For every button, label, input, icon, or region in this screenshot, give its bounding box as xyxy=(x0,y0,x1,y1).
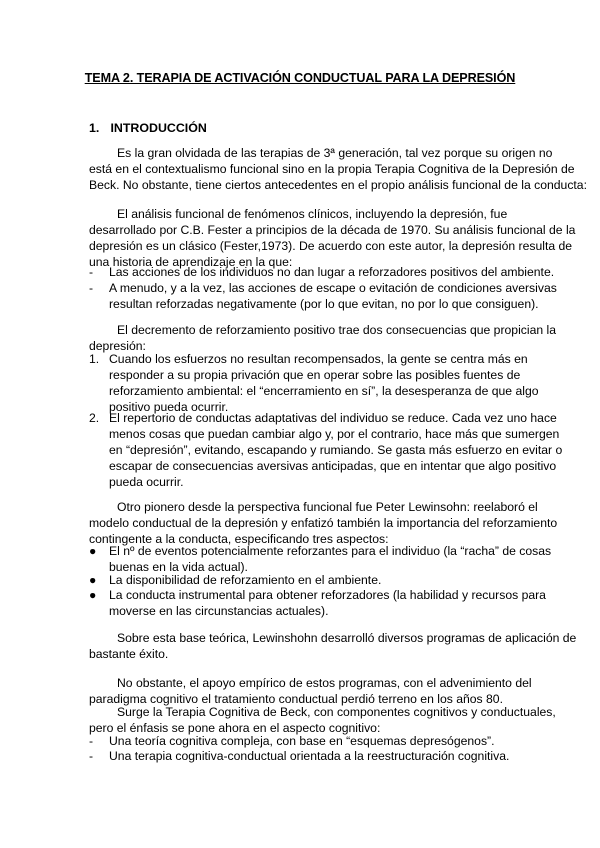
section-heading xyxy=(89,121,207,135)
page-title: TEMA 2. TERAPIA DE ACTIVACIÓN CONDUCTUAL PARA LA DEPRESIÓN xyxy=(84,71,516,85)
list-item: 1. Cuando los esfuerzos no resultan recompensados, la gente se centra más en responder a su propia privación que en operar sobre las posibles fuentes de reforzamiento ambiental: el “encerramiento en sí”, la desesperanza de que algo positivo pueda ocurrir. xyxy=(89,352,539,414)
paragraph-fester: El análisis funcional de fenómenos clínicos, incluyendo la depresión, fue desarrollado por C.B. Fester a principios de la década de 1970. Su análisis funcional de la depresión es un clásico (Fester,1973). De acuerdo con este autor, la depresión resulta de una historia de aprendizaje en la que: xyxy=(89,207,576,269)
paragraph-intro: Es la gran olvidada de las terapias de 3ª generación, tal vez porque su origen no está en el contextualismo funcional sino en la propia Terapia Cognitiva de la Depresión de Beck. No obstante, tiene ciertos antecedentes en el propio análisis funcional de la conducta: xyxy=(89,146,587,192)
list-item: ● La conducta instrumental para obtener reforzadores (la habilidad y recursos para moverse en las circunstancias actuales). xyxy=(89,588,546,618)
paragraph-apoyo-empirico: No obstante, el apoyo empírico de estos programas, con el advenimiento del paradigma cognitivo el tratamiento conductual perdió terreno en los años 80. xyxy=(89,676,532,706)
list-item: - Las acciones de los individuos no dan lugar a reforzadores positivos del ambiente. xyxy=(89,265,555,279)
paragraph-lewinsohn: Otro pionero desde la perspectiva funcional fue Peter Lewinsohn: reelaboró el modelo conductual de la depresión y enfatizó también la importancia del reforzamiento contingente a la conducta, especificando tres aspectos: xyxy=(89,500,558,546)
paragraph-decremento: El decremento de reforzamiento positivo trae dos consecuencias que propician la depresión: xyxy=(89,323,556,353)
list-item: ● El nº de eventos potencialmente reforzantes para el individuo (la “racha” de cosas buenas en la vida actual). xyxy=(89,544,552,574)
list-item: ● La disponibilidad de reforzamiento en el ambiente. xyxy=(89,573,382,587)
list-item: 2. El repertorio de conductas adaptativas del individuo se reduce. Cada vez uno hace menos cosas que puedan cambiar algo y, por el contrario, hace más que sumergen en “depresión”, evitando, escapando y rumiando. Se gasta más esfuerzo en evitar o escapar de consecuencias aversivas anticipadas, que en intentar que algo positivo pueda ocurrir. xyxy=(89,411,563,489)
list-item: - Una teoría cognitiva compleja, con base en “esquemas depresógenos”. xyxy=(89,734,495,748)
section-title: INTRODUCCIÓN xyxy=(110,121,207,135)
paragraph-programas: Sobre esta base teórica, Lewinshohn desarrolló diversos programas de aplicación de bastante éxito. xyxy=(89,631,577,661)
section-number: 1. xyxy=(89,121,100,135)
paragraph-beck: Surge la Terapia Cognitiva de Beck, con componentes cognitivos y conductuales, pero el énfasis se pone ahora en el aspecto cognitivo: xyxy=(89,705,556,735)
list-item: - A menudo, y a la vez, las acciones de escape o evitación de condiciones aversivas resultan reforzadas negativamente (por lo que evitan, no por lo que consiguen). xyxy=(89,281,557,311)
list-item: - Una terapia cognitiva-conductual orientada a la reestructuración cognitiva. xyxy=(89,749,510,763)
